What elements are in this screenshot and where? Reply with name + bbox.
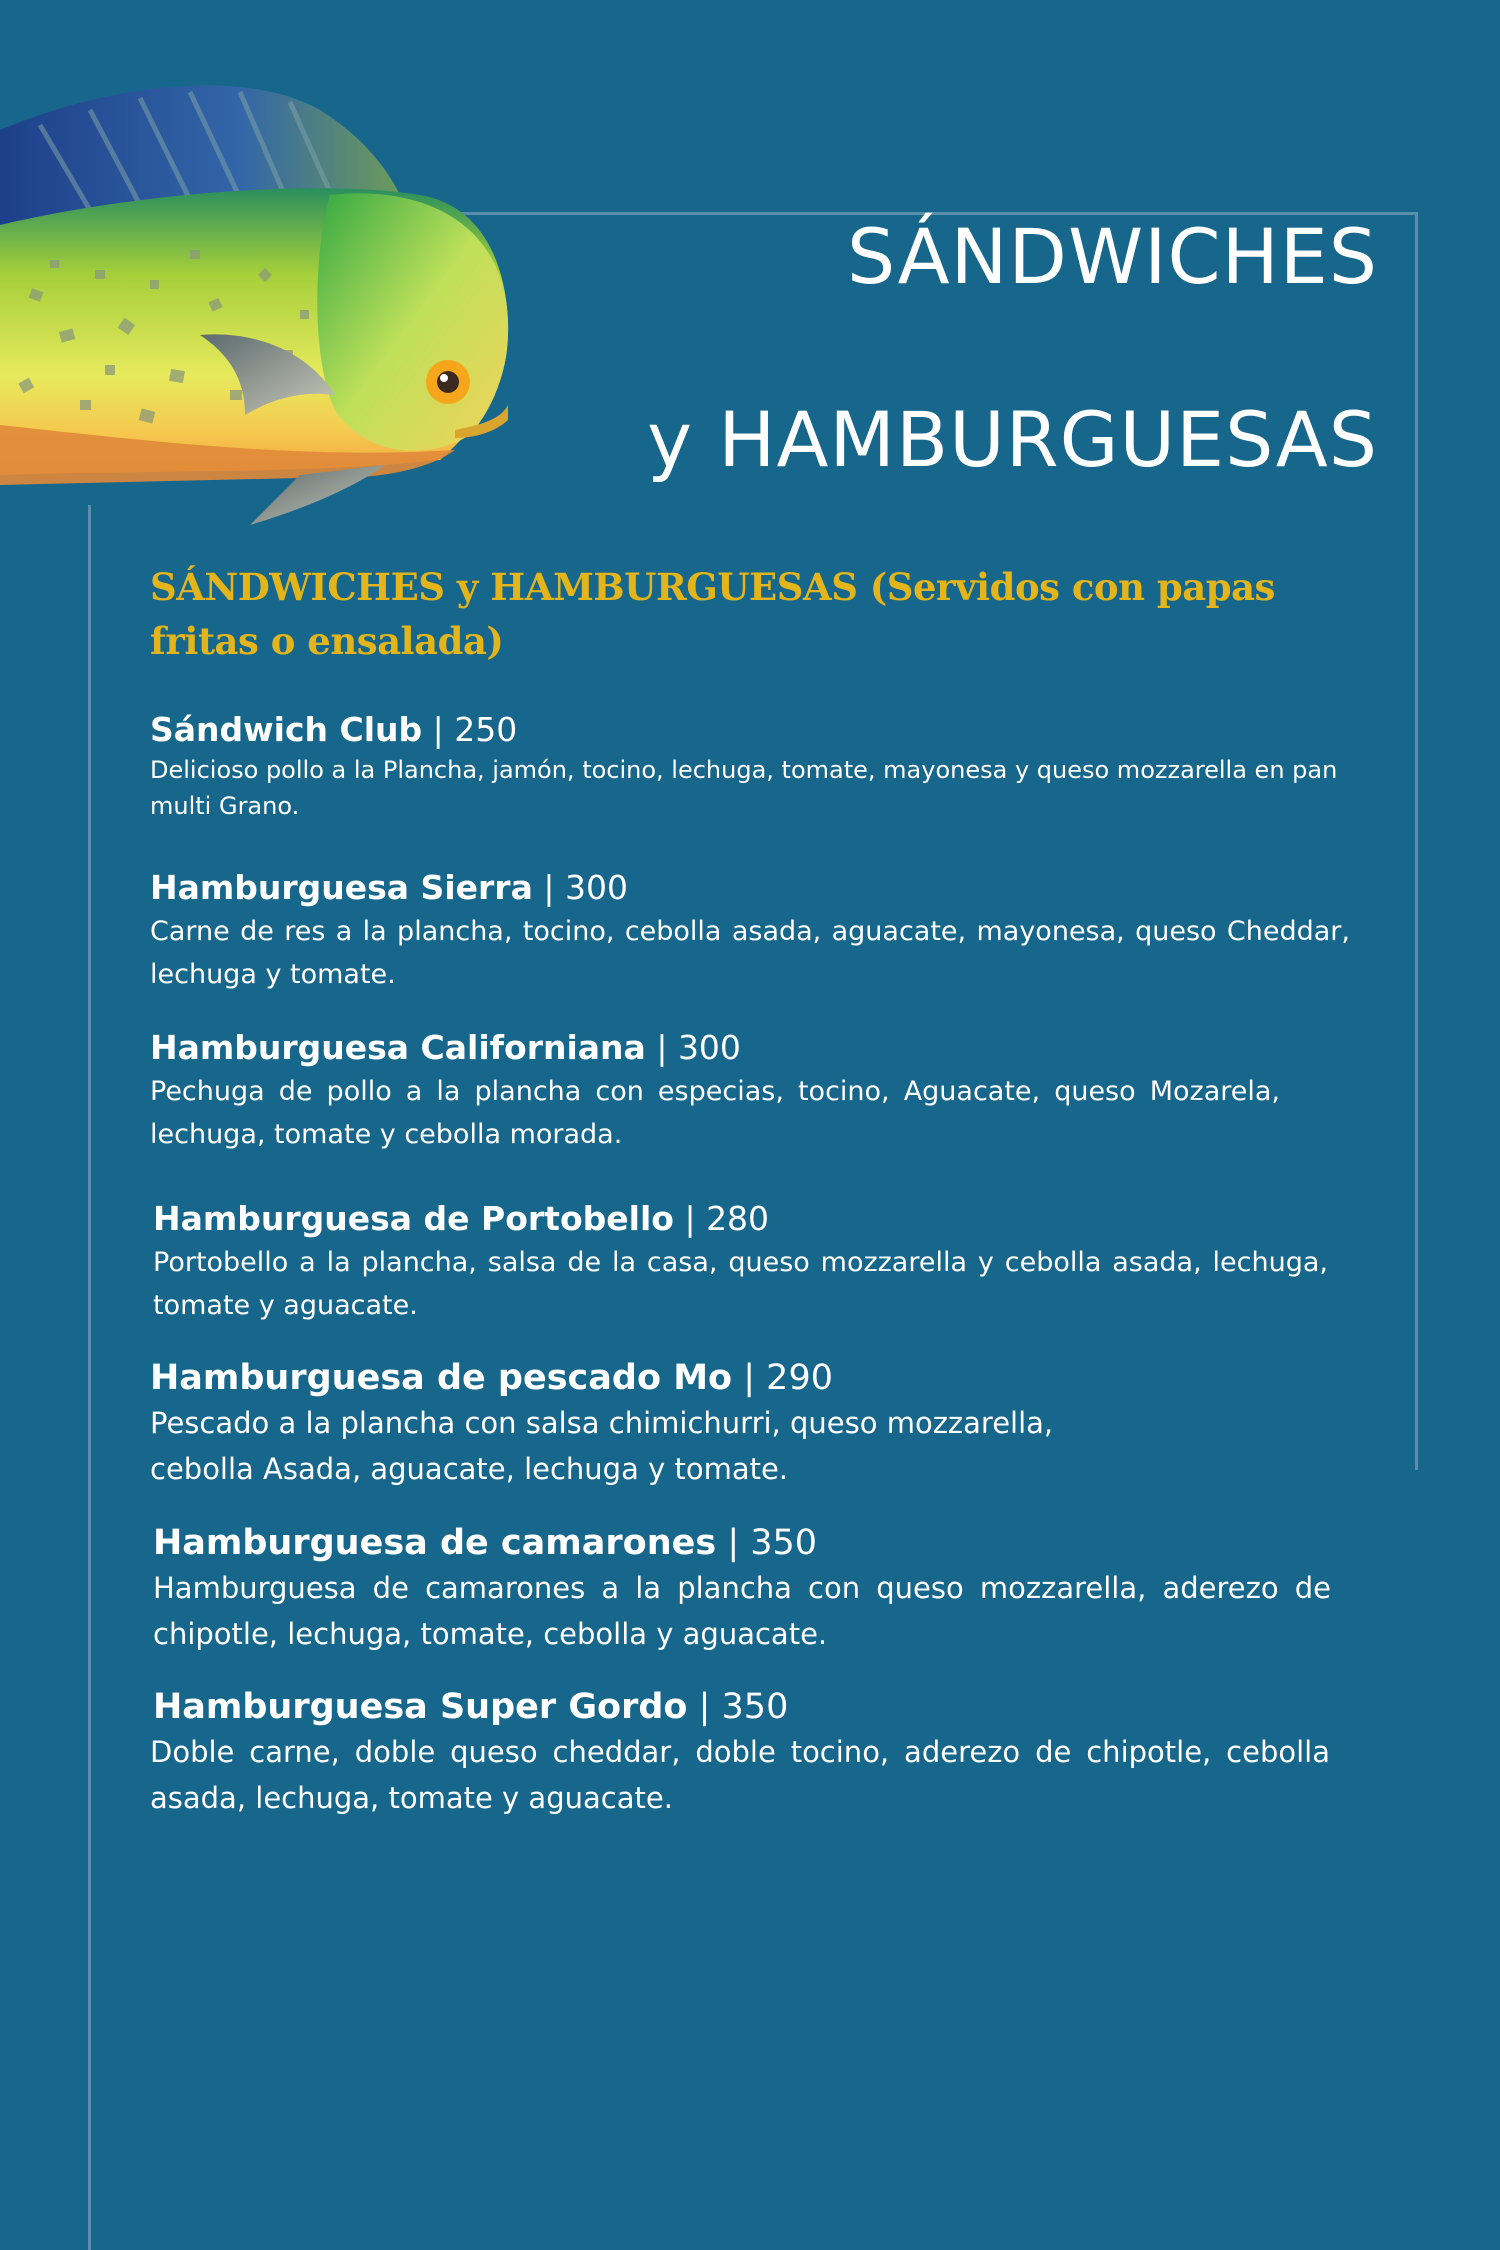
menu-item-description: Delicioso pollo a la Plancha, jamón, tocino, lechuga, tomate, mayonesa y queso mozzarella en pan multi Grano. [150,756,1338,820]
menu-item-price: 350 [721,1687,789,1727]
menu-item-price: 280 [706,1199,770,1238]
menu-item-name: Sándwich Club [150,710,423,749]
menu-item-name: Hamburguesa Californiana [150,1028,646,1067]
menu-item-description: Portobello a la plancha, salsa de la casa, queso mozzarella y cebolla asada, lechuga, tomate y aguacate. [153,1247,1328,1321]
menu-item-header [150,1356,1365,1400]
menu-item-price: 250 [454,710,518,749]
menu-item [150,708,1365,824]
menu-item-name: Hamburguesa de pescado Mo [150,1358,733,1398]
menu-item-header [150,708,1365,752]
mahi-mahi-fish-illustration [0,80,530,540]
menu-item-header [153,1685,1368,1729]
menu-item [150,866,1365,996]
menu-item-description: Carne de res a la plancha, tocino, cebolla asada, aguacate, mayonesa, queso Cheddar, lechuga y tomate. [150,916,1350,990]
menu-item [153,1197,1368,1327]
menu-item-description: Pechuga de pollo a la plancha con especias, tocino, Aguacate, queso Mozarela, lechuga, tomate y cebolla morada. [150,1076,1280,1150]
menu-item-description: Pescado a la plancha con salsa chimichurri, queso mozzarella, cebolla Asada, aguacate, lechuga y tomate. [150,1406,1054,1486]
menu-item-header [150,1026,1365,1070]
frame-right-line [1415,212,1418,1470]
price-separator: | [543,868,555,907]
menu-item-header [153,1197,1368,1241]
price-separator: | [727,1523,740,1563]
menu-item [153,1521,1368,1657]
frame-left-line [88,505,91,2250]
menu-item-header [153,1521,1368,1565]
price-separator: | [432,710,444,749]
menu-item-price: 290 [766,1358,833,1398]
menu-item-name: Hamburguesa de camarones [153,1523,717,1563]
menu-item [150,1356,1365,1492]
menu-item-price: 300 [564,868,628,907]
price-separator: | [698,1687,711,1727]
menu-item-price: 300 [677,1028,741,1067]
price-separator: | [743,1358,756,1398]
menu-item-description: Doble carne, doble queso cheddar, doble tocino, aderezo de chipotle, cebolla asada, lechuga, tomate y aguacate. [150,1735,1330,1815]
menu-item-description: Hamburguesa de camarones a la plancha con queso mozzarella, aderezo de chipotle, lechuga, tomate, cebolla y aguacate. [153,1571,1331,1651]
menu-item-name: Hamburguesa Super Gordo [153,1687,688,1727]
menu-item [150,1685,1368,1821]
page-title-line-1: SÁNDWICHES [846,212,1378,301]
menu-item-header [150,866,1365,910]
menu-item-name: Hamburguesa de Portobello [153,1199,674,1238]
price-separator: | [656,1028,668,1067]
menu-item-name: Hamburguesa Sierra [150,868,533,907]
menu-item-price: 350 [750,1523,818,1563]
section-heading: SÁNDWICHES y HAMBURGUESAS (Servidos con papas fritas o ensalada) [150,565,1275,663]
price-separator: | [684,1199,696,1238]
menu-item [150,1026,1365,1156]
page-title-line-2: y HAMBURGUESAS [647,395,1378,484]
